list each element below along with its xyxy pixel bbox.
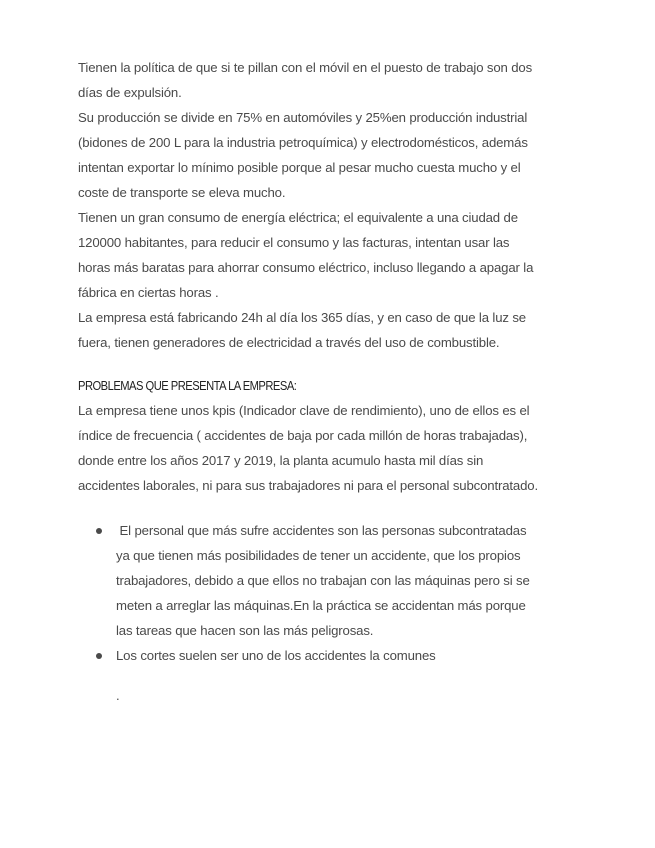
bullet-dot-icon [96, 653, 102, 659]
text-line: fábrica en ciertas horas . [78, 285, 219, 300]
bullet-list [78, 518, 583, 668]
text-line: Su producción se divide en 75% en automóviles y 25%en producción industrial [78, 110, 528, 125]
text-line: Los cortes suelen ser uno de los accidentes la comunes [116, 648, 436, 663]
bullet-dot-icon [96, 528, 102, 534]
problems-paragraph [78, 398, 583, 498]
list-item [78, 518, 583, 643]
text-line: accidentes laborales, ni para sus trabajadores ni para el personal subcontratado. [78, 478, 538, 493]
text-line: La empresa está fabricando 24h al día los 365 días, y en caso de que la luz se [78, 310, 526, 325]
text-line: horas más baratas para ahorrar consumo eléctrico, incluso llegando a apagar la [78, 260, 534, 275]
text-line: meten a arreglar las máquinas.En la práctica se accidentan más porque [116, 598, 526, 613]
text-line: días de expulsión. [78, 85, 182, 100]
text-line: las tareas que hacen son las más peligrosas. [116, 623, 374, 638]
text-line: donde entre los años 2017 y 2019, la planta acumulo hasta mil días sin [78, 453, 484, 468]
trailing-period: . [116, 688, 120, 703]
text-line: índice de frecuencia ( accidentes de baja por cada millón de horas trabajadas), [78, 428, 528, 443]
text-line: fuera, tienen generadores de electricidad a través del uso de combustible. [78, 335, 500, 350]
text-line: Tienen un gran consumo de energía eléctrica; el equivalente a una ciudad de [78, 210, 518, 225]
text-line: Tienen la política de que si te pillan con el móvil en el puesto de trabajo son dos [78, 60, 533, 75]
text-line: (bidones de 200 L para la industria petroquímica) y electrodomésticos, además [78, 135, 528, 150]
document-page [78, 55, 583, 708]
text-line: ya que tienen más posibilidades de tener un accidente, que los propios [116, 548, 521, 563]
text-line: intentan exportar lo mínimo posible porque al pesar mucho cuesta mucho y el [78, 160, 521, 175]
intro-paragraph [78, 55, 583, 355]
list-item [78, 643, 583, 668]
section-heading: PROBLEMAS QUE PRESENTA LA EMPRESA: [78, 378, 297, 393]
text-line: La empresa tiene unos kpis (Indicador clave de rendimiento), uno de ellos es el [78, 403, 530, 418]
text-line: trabajadores, debido a que ellos no trabajan con las máquinas pero si se [116, 573, 530, 588]
text-line: coste de transporte se eleva mucho. [78, 185, 286, 200]
text-line: 120000 habitantes, para reducir el consumo y las facturas, intentan usar las [78, 235, 510, 250]
text-line: El personal que más sufre accidentes son las personas subcontratadas [116, 523, 527, 538]
